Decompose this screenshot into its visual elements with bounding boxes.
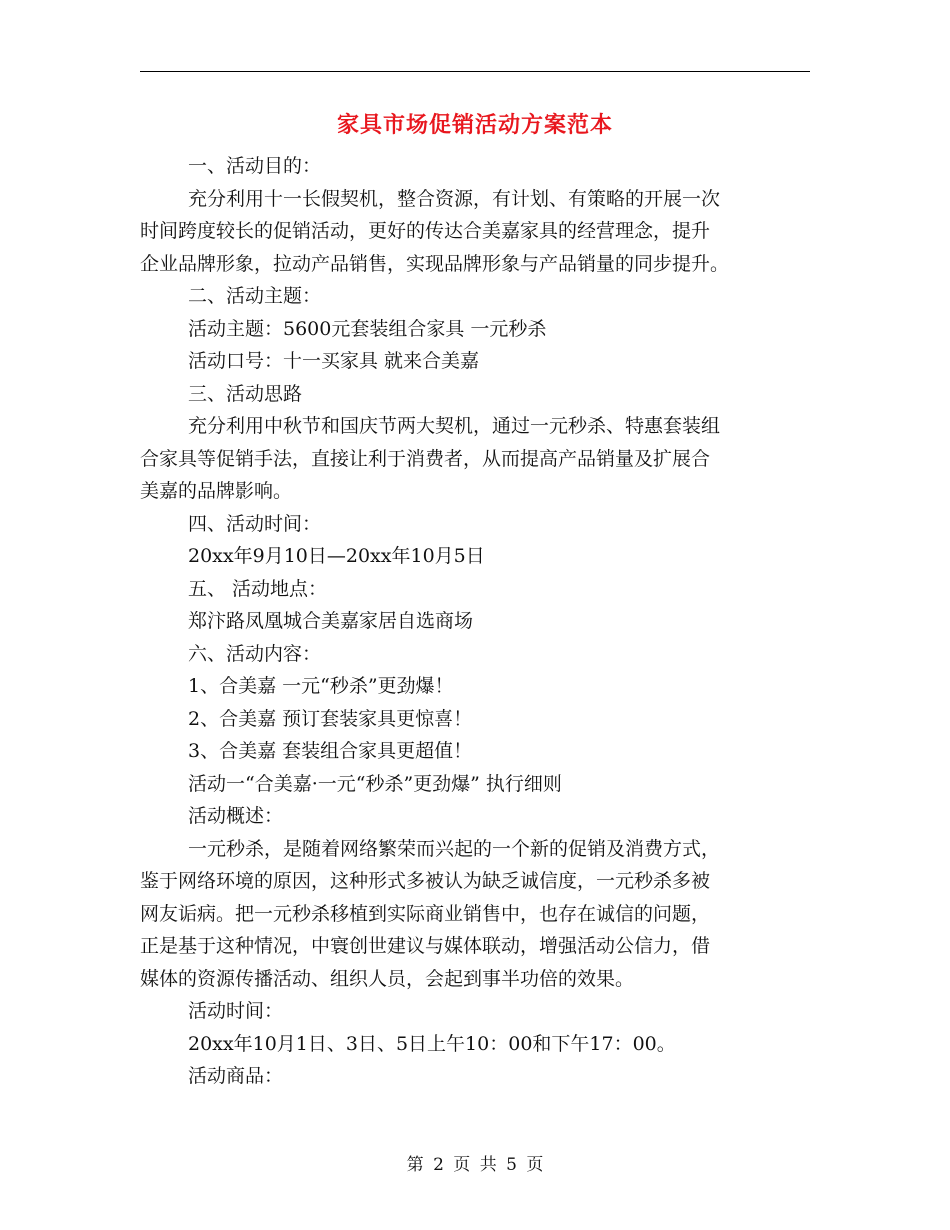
text-line: 媒体的资源传播活动、组织人员，会起到事半功倍的效果。	[140, 967, 635, 990]
text-line: 五、 活动地点：	[188, 577, 328, 600]
text-line: 活动一“合美嘉·一元“秒杀”更劲爆” 执行细则	[188, 772, 562, 795]
text-line: 六、活动内容：	[188, 642, 322, 665]
text-line: 一、活动目的：	[188, 155, 322, 177]
text-line: 鉴于网络环境的原因，这种形式多被认为缺乏诚信度，一元秒杀多被	[140, 870, 711, 892]
text-line: 活动主题：5600元套装组合家具 一元秒杀	[188, 317, 547, 340]
text-line: 20xx年9月10日—20xx年10月5日	[188, 545, 485, 567]
page-number-footer: 第 2 页 共 5 页	[406, 1155, 544, 1175]
document-body	[140, 150, 810, 1093]
text-line: 3、合美嘉 套装组合家具更超值！	[188, 740, 473, 762]
text-line: 网友诟病。把一元秒杀移植到实际商业销售中，也存在诚信的问题，	[140, 902, 711, 925]
text-line: 活动概述：	[188, 805, 284, 827]
text-line: 活动时间：	[188, 1000, 284, 1022]
text-line: 二、活动主题：	[188, 285, 322, 307]
text-line: 充分利用中秋节和国庆节两大契机，通过一元秒杀、特惠套装组	[188, 415, 721, 437]
text-line: 四、活动时间：	[188, 512, 322, 535]
text-line: 美嘉的品牌影响。	[140, 480, 293, 502]
text-line: 郑汴路凤凰城合美嘉家居自选商场	[188, 610, 474, 632]
header-rule	[140, 71, 810, 72]
text-line: 企业品牌形象，拉动产品销售，实现品牌形象与产品销量的同步提升。	[140, 252, 730, 275]
text-line: 活动口号：十一买家具 就来合美嘉	[188, 350, 480, 372]
text-line: 活动商品：	[188, 1065, 284, 1087]
text-line: 合家具等促销手法，直接让利于消费者，从而提高产品销量及扩展合	[140, 447, 711, 470]
text-line: 2、合美嘉 预订套装家具更惊喜！	[188, 707, 473, 730]
text-line: 20xx年10月1日、3日、5日上午10：00和下午17：00。	[188, 1032, 676, 1055]
text-line: 充分利用十一长假契机，整合资源，有计划、有策略的开展一次	[188, 187, 721, 210]
document-title: 家具市场促销活动方案范本	[336, 112, 613, 138]
text-line: 三、活动思路	[188, 382, 303, 405]
text-line: 一元秒杀，是随着网络繁荣而兴起的一个新的促销及消费方式，	[188, 837, 721, 860]
text-line: 正是基于这种情况，中寰创世建议与媒体联动，增强活动公信力，借	[140, 935, 711, 957]
text-line: 时间跨度较长的促销活动，更好的传达合美嘉家具的经营理念，提升	[140, 220, 711, 242]
text-line: 1、合美嘉 一元“秒杀”更劲爆！	[188, 675, 454, 697]
